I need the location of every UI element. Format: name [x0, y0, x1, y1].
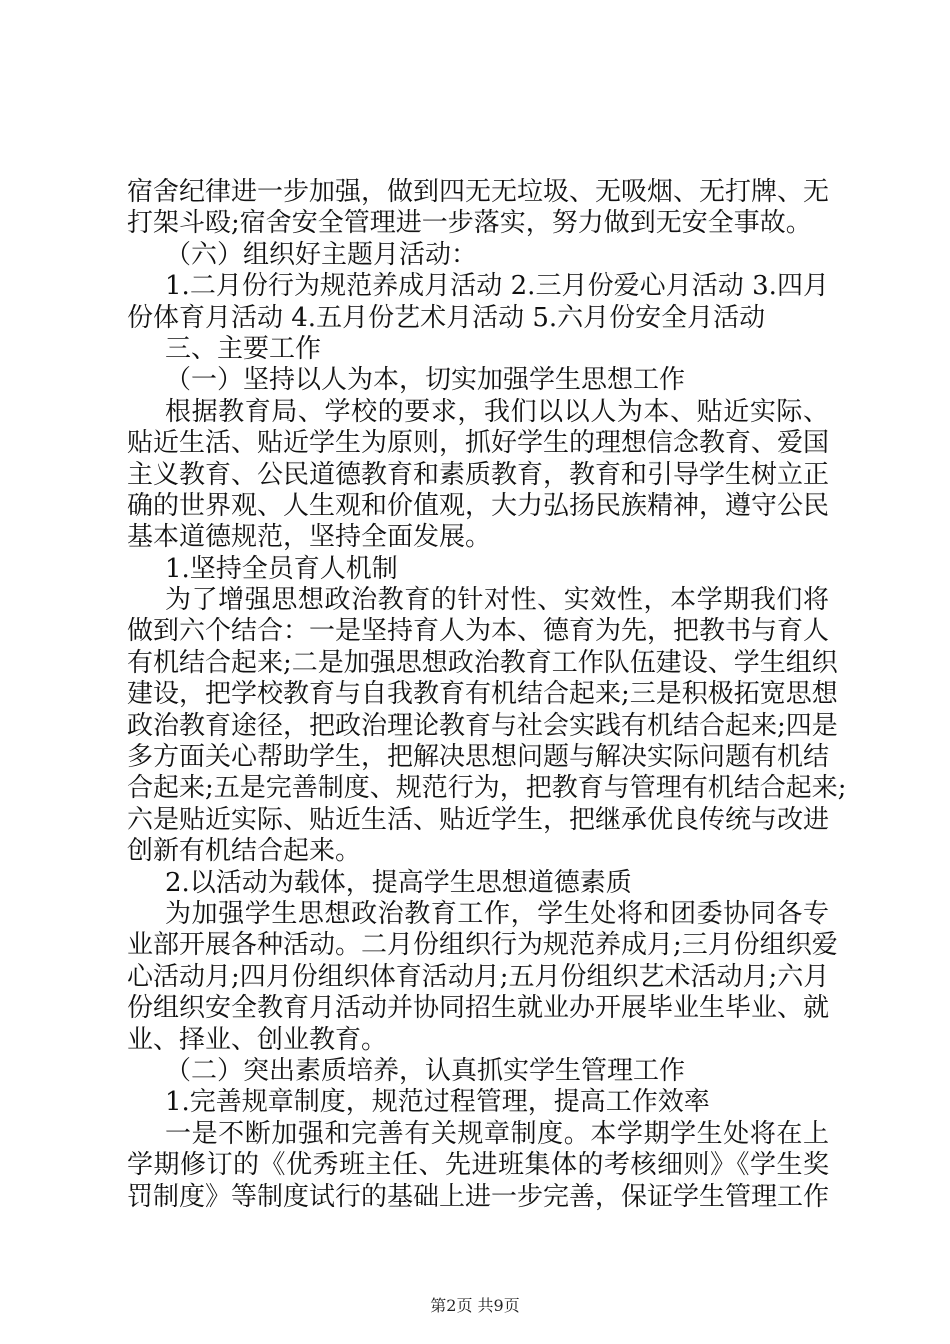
text-line: 确的世界观、人生观和价值观，大力弘扬民族精神，遵守公民 [127, 490, 830, 521]
text-line: 为了增强思想政治教育的针对性、实效性，本学期我们将 [165, 585, 829, 616]
text-line: 贴近生活、贴近学生为原则，抓好学生的理想信念教育、爱国 [127, 428, 830, 459]
section-heading: 2.以活动为载体，提高学生思想道德素质 [165, 867, 632, 898]
text-line: 为加强学生思想政治教育工作，学生处将和团委协同各专 [165, 898, 829, 929]
text-line: 合起来;五是完善制度、规范行为，把教育与管理有机结合起来; [127, 773, 847, 804]
text-line: 政治教育途径，把政治理论教育与社会实践有机结合起来;四是 [127, 710, 838, 741]
text-line: 根据教育局、学校的要求，我们以以人为本、贴近实际、 [165, 396, 829, 427]
text-line: 宿舍纪律进一步加强，做到四无无垃圾、无吸烟、无打牌、无 [127, 177, 830, 207]
page-number-footer: 第2页 共9页 [430, 1296, 520, 1315]
text-line: 1.二月份行为规范养成月活动 2.三月份爱心月活动 3.四月 [165, 271, 829, 302]
text-line: 业部开展各种活动。二月份组织行为规范养成月;三月份组织爱 [127, 930, 838, 961]
text-line: 有机结合起来;二是加强思想政治教育工作队伍建设、学生组织 [127, 647, 838, 678]
text-line: 做到六个结合：一是坚持育人为本、德育为先，把教书与育人 [127, 616, 830, 647]
text-line: 基本道德规范，坚持全面发展。 [127, 522, 492, 553]
text-line: 罚制度》等制度试行的基础上进一步完善，保证学生管理工作 [127, 1181, 830, 1212]
text-line: 创新有机结合起来。 [127, 836, 362, 867]
text-line: 打架斗殴;宿舍安全管理进一步落实，努力做到无安全事故。 [127, 208, 812, 239]
text-line: 学期修订的《优秀班主任、先进班集体的考核细则》《学生奖 [127, 1150, 829, 1181]
text-line: 份体育月活动 4.五月份艺术月活动 5.六月份安全月活动 [127, 302, 766, 333]
text-line: 一是不断加强和完善有关规章制度。本学期学生处将在上 [165, 1118, 829, 1149]
document-body [127, 177, 847, 1213]
text-line: 建设，把学校教育与自我教育有机结合起来;三是积极拓宽思想 [127, 679, 838, 710]
text-line: 多方面关心帮助学生，把解决思想问题与解决实际问题有机结 [127, 742, 830, 773]
section-heading: 1.坚持全员育人机制 [165, 553, 398, 584]
section-heading: 三、主要工作 [165, 333, 322, 364]
text-line: 份组织安全教育月活动并协同招生就业办开展毕业生毕业、就 [127, 993, 830, 1024]
section-heading: （二）突出素质培养，认真抓实学生管理工作 [165, 1055, 686, 1086]
text-line: 心活动月;四月份组织体育活动月;五月份组织艺术活动月;六月 [127, 961, 830, 992]
text-line: 业、择业、创业教育。 [127, 1024, 388, 1055]
text-line: 六是贴近实际、贴近生活、贴近学生，把继承优良传统与改进 [127, 804, 830, 835]
section-heading: 1.完善规章制度，规范过程管理，提高工作效率 [165, 1087, 710, 1118]
text-line: 主义教育、公民道德教育和素质教育，教育和引导学生树立正 [127, 459, 830, 490]
section-heading: （六）组织好主题月活动： [165, 239, 478, 270]
section-heading: （一）坚持以人为本，切实加强学生思想工作 [165, 365, 686, 396]
